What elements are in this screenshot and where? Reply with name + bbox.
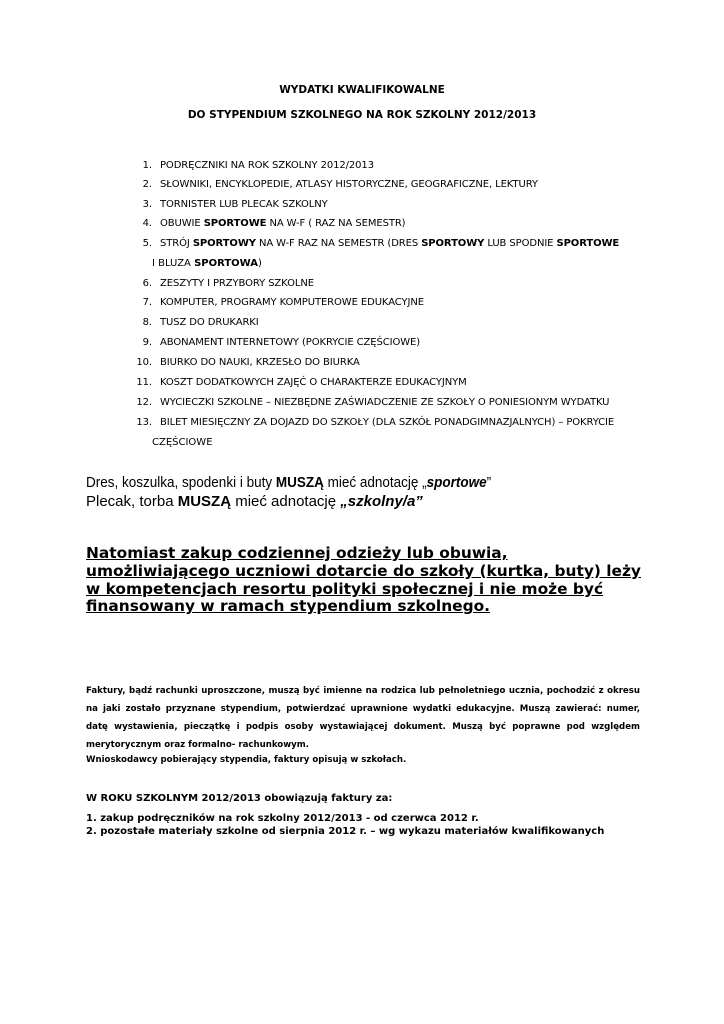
annotation-school xyxy=(86,493,423,510)
list-item xyxy=(120,238,619,249)
list-item-number: 4. xyxy=(142,218,152,229)
year-section-heading: W ROKU SZKOLNYM 2012/2013 obowiązują faktury za: xyxy=(86,793,393,804)
list-item-continuation xyxy=(152,437,213,448)
annotation-school-word: „szkolny/a” xyxy=(340,493,423,510)
plain-text: TORNISTER LUB PLECAK SZKOLNY xyxy=(160,199,328,210)
list-item xyxy=(120,397,609,408)
warning-paragraph: Natomiast zakup codziennej odzieży lub obuwia, umożliwiającego uczniowi dotarcie do szkoły (kurtka, buty) leży w kompetencjach resortu polityki społecznej i nie może być finansowany w ramach stypendium szkolnego. xyxy=(86,544,641,616)
annotation-sport-text: Dres, koszulka, spodenki i buty xyxy=(86,474,276,491)
list-item-text xyxy=(160,317,259,328)
list-item-text xyxy=(160,377,467,388)
list-item-number: 3. xyxy=(142,199,152,210)
plain-text: PODRĘCZNIKI NA ROK SZKOLNY 2012/2013 xyxy=(160,160,374,171)
plain-text: LUB SPODNIE xyxy=(484,238,557,249)
plain-text: KOMPUTER, PROGRAMY KOMPUTEROWE EDUKACYJNE xyxy=(160,297,424,308)
list-item-text xyxy=(160,160,374,171)
annotation-school-must: MUSZĄ xyxy=(177,493,232,510)
emphasis-text: SPORTOWE xyxy=(203,218,267,229)
annotation-sport xyxy=(86,474,491,491)
annotation-school-text2: mieć adnotację xyxy=(231,493,341,510)
list-item-text xyxy=(160,199,328,210)
list-item-continuation xyxy=(152,258,262,269)
plain-text: BILET MIESIĘCZNY ZA DOJAZD DO SZKOŁY (DLA SZKÓŁ PONADGIMNAZJALNYCH) – POKRYCIE xyxy=(160,417,615,428)
list-item-number: 7. xyxy=(142,297,152,308)
list-item xyxy=(120,297,424,308)
list-item-text xyxy=(160,238,619,249)
document-subtitle: DO STYPENDIUM SZKOLNEGO NA ROK SZKOLNY 2012/2013 xyxy=(187,109,537,121)
list-item xyxy=(120,278,314,289)
year-section-line-1: 1. zakup podręczników na rok szkolny 2012/2013 - od czerwca 2012 r. xyxy=(86,813,479,824)
annotation-sport-text2: mieć adnotację „ xyxy=(323,474,427,491)
plain-text: ) xyxy=(258,258,262,269)
list-item xyxy=(120,417,614,428)
list-item-number: 13. xyxy=(136,417,152,428)
emphasis-text: SPORTOWY xyxy=(421,238,485,249)
list-item-number: 8. xyxy=(142,317,152,328)
list-item xyxy=(120,179,538,190)
list-item-text xyxy=(160,357,360,368)
annotation-sport-word: sportowe xyxy=(426,474,487,491)
invoice-description-note: Wnioskodawcy pobierający stypendia, faktury opisują w szkołach. xyxy=(86,755,407,765)
year-section-line-2: 2. pozostałe materiały szkolne od sierpnia 2012 r. – wg wykazu materiałów kwalifikowanych xyxy=(86,826,605,837)
emphasis-text: SPORTOWY xyxy=(192,238,256,249)
plain-text: ABONAMENT INTERNETOWY (POKRYCIE CZĘŚCIOWE) xyxy=(160,337,421,348)
list-item-text xyxy=(160,218,405,229)
plain-text: NA W-F ( RAZ NA SEMESTR) xyxy=(266,218,406,229)
plain-text: BIURKO DO NAUKI, KRZESŁO DO BIURKA xyxy=(160,357,360,368)
list-item xyxy=(120,377,467,388)
list-item xyxy=(120,317,259,328)
list-item-number: 9. xyxy=(142,337,152,348)
plain-text: CZĘŚCIOWE xyxy=(152,437,213,448)
annotation-sport-must: MUSZĄ xyxy=(275,474,324,491)
list-item-number: 5. xyxy=(142,238,152,249)
list-item-text xyxy=(160,397,609,408)
list-item xyxy=(120,337,420,348)
list-item-number: 2. xyxy=(142,179,152,190)
plain-text: ZESZYTY I PRZYBORY SZKOLNE xyxy=(160,278,314,289)
list-item xyxy=(120,199,328,210)
list-item xyxy=(120,357,360,368)
plain-text: TUSZ DO DRUKARKI xyxy=(160,317,259,328)
list-item-text xyxy=(160,179,538,190)
list-item-number: 10. xyxy=(136,357,152,368)
plain-text: I BLUZA xyxy=(152,258,195,269)
annotation-sport-quote: ” xyxy=(486,474,492,491)
list-item xyxy=(120,218,405,229)
list-item xyxy=(120,160,374,171)
invoice-requirements xyxy=(86,682,640,769)
emphasis-text: SPORTOWA xyxy=(194,258,259,269)
plain-text: STRÓJ xyxy=(160,238,193,249)
document-title: WYDATKI KWALIFIKOWALNE xyxy=(279,84,445,96)
plain-text: WYCIECZKI SZKOLNE – NIEZBĘDNE ZAŚWIADCZENIE ZE SZKOŁY O PONIESIONYM WYDATKU xyxy=(160,397,610,408)
list-item-number: 6. xyxy=(142,278,152,289)
list-item-text xyxy=(160,417,614,428)
plain-text: OBUWIE xyxy=(160,218,204,229)
list-item-number: 11. xyxy=(136,377,152,388)
plain-text: NA W-F RAZ NA SEMESTR (DRES xyxy=(255,238,422,249)
invoice-requirements-text: Faktury, bądź rachunki uproszczone, muszą być imienne na rodzica lub pełnoletniego ucznia, pochodzić z okresu na jaki zostało przyznane stypendium, potwierdzać uprawnione wydatki edukacyjne. Muszą zawierać: numer, datę wystawienia, pieczątkę i podpis osoby wystawiającej dokument. Muszą być poprawne pod względem merytorycznym oraz formalno- rachunkowym. xyxy=(86,686,640,750)
plain-text: KOSZT DODATKOWYCH ZAJĘĆ O CHARAKTERZE EDUKACYJNYM xyxy=(160,377,467,388)
plain-text: SŁOWNIKI, ENCYKLOPEDIE, ATLASY HISTORYCZNE, GEOGRAFICZNE, LEKTURY xyxy=(160,179,538,190)
list-item-number: 1. xyxy=(142,160,152,171)
list-item-text xyxy=(160,337,420,348)
list-item-text xyxy=(160,297,424,308)
list-item-number: 12. xyxy=(136,397,152,408)
list-item-text xyxy=(160,278,314,289)
emphasis-text: SPORTOWE xyxy=(556,238,620,249)
annotation-school-text: Plecak, torba xyxy=(86,493,178,510)
